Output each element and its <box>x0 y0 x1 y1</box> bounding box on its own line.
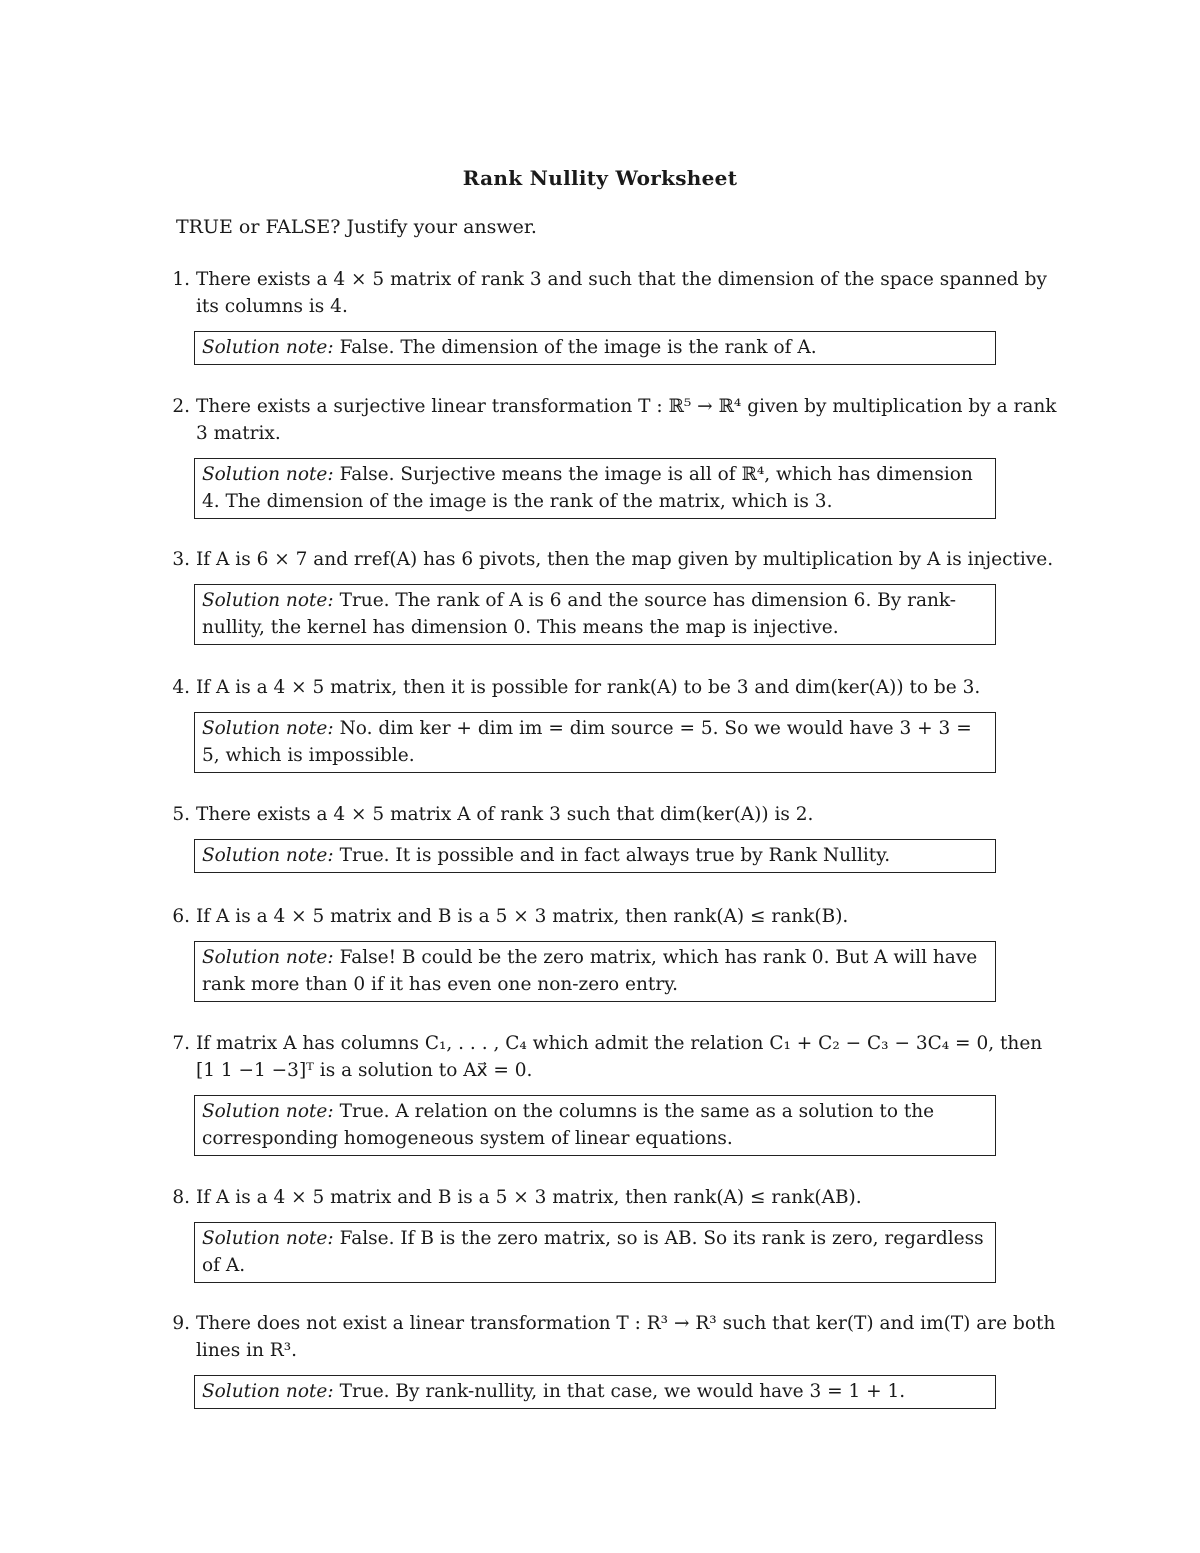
item-number: 4. <box>172 677 190 698</box>
list-item <box>160 1184 1065 1283</box>
solution-label: Solution note: <box>202 845 334 866</box>
question-text: There does not exist a linear transformation T : R³ → R³ such that ker(T) and im(T) are both lines in R³. <box>196 1313 1056 1361</box>
list-item <box>160 1310 1065 1409</box>
page-title: Rank Nullity Worksheet <box>462 166 738 190</box>
solution-text: True. The rank of A is 6 and the source has dimension 6. By rank-nullity, the kernel has dimension 0. This means the map is injective. <box>202 590 957 638</box>
question-text: If A is 6 × 7 and rref(A) has 6 pivots, then the map given by multiplication by A is injective. <box>196 549 1054 570</box>
question-text: If A is a 4 × 5 matrix, then it is possible for rank(A) to be 3 and dim(ker(A)) to be 3. <box>196 677 981 698</box>
item-number: 6. <box>172 906 190 927</box>
question-text: There exists a 4 × 5 matrix A of rank 3 such that dim(ker(A)) is 2. <box>196 804 814 825</box>
solution-label: Solution note: <box>202 1228 334 1249</box>
question <box>160 1310 1065 1364</box>
solution-text: True. A relation on the columns is the same as a solution to the corresponding homogeneous system of linear equations. <box>202 1101 935 1149</box>
solution-text: False! B could be the zero matrix, which has rank 0. But A will have rank more than 0 if it has even one non-zero entry. <box>202 947 978 995</box>
list-item <box>160 903 1065 1002</box>
item-number: 2. <box>172 396 190 417</box>
list-item <box>160 801 1065 873</box>
question <box>160 266 1065 320</box>
solution-box <box>194 839 996 873</box>
solution-text: No. dim ker + dim im = dim source = 5. So we would have 3 + 3 = 5, which is impossible. <box>202 718 972 766</box>
item-number: 8. <box>172 1187 190 1208</box>
solution-box <box>194 584 996 645</box>
solution-box <box>194 712 996 773</box>
question <box>160 1184 1065 1211</box>
instructions: TRUE or FALSE? Justify your answer. <box>176 216 537 238</box>
solution-text: False. Surjective means the image is all of ℝ⁴, which has dimension 4. The dimension of the image is the rank of the matrix, which is 3. <box>202 464 973 512</box>
item-number: 5. <box>172 804 190 825</box>
question <box>160 393 1065 447</box>
question <box>160 674 1065 701</box>
list-item <box>160 546 1065 645</box>
solution-box <box>194 1222 996 1283</box>
question-text: There exists a surjective linear transformation T : ℝ⁵ → ℝ⁴ given by multiplication by a rank 3 matrix. <box>196 396 1057 444</box>
question-text: If A is a 4 × 5 matrix and B is a 5 × 3 matrix, then rank(A) ≤ rank(B). <box>196 906 849 927</box>
solution-box <box>194 941 996 1002</box>
solution-label: Solution note: <box>202 464 334 485</box>
solution-label: Solution note: <box>202 1381 334 1402</box>
solution-text: True. By rank-nullity, in that case, we would have 3 = 1 + 1. <box>339 1381 906 1402</box>
list-item <box>160 266 1065 365</box>
item-number: 1. <box>172 269 190 290</box>
solution-text: True. It is possible and in fact always true by Rank Nullity. <box>339 845 891 866</box>
solution-text: False. If B is the zero matrix, so is AB. So its rank is zero, regardless of A. <box>202 1228 984 1276</box>
solution-label: Solution note: <box>202 718 334 739</box>
question <box>160 801 1065 828</box>
item-number: 9. <box>172 1313 190 1334</box>
solution-box <box>194 458 996 519</box>
solution-label: Solution note: <box>202 590 334 611</box>
list-item <box>160 393 1065 519</box>
solution-text: False. The dimension of the image is the rank of A. <box>339 337 817 358</box>
solution-box <box>194 331 996 365</box>
question-text: There exists a 4 × 5 matrix of rank 3 and such that the dimension of the space spanned by its columns is 4. <box>196 269 1047 317</box>
list-item <box>160 1030 1065 1156</box>
question <box>160 1030 1065 1084</box>
question-text: If A is a 4 × 5 matrix and B is a 5 × 3 matrix, then rank(A) ≤ rank(AB). <box>196 1187 862 1208</box>
item-number: 7. <box>172 1033 190 1054</box>
solution-box <box>194 1095 996 1156</box>
solution-label: Solution note: <box>202 947 334 968</box>
item-number: 3. <box>172 549 190 570</box>
list-item <box>160 674 1065 773</box>
solution-box <box>194 1375 996 1409</box>
solution-label: Solution note: <box>202 337 334 358</box>
question-text: If matrix A has columns C₁, . . . , C₄ which admit the relation C₁ + C₂ − C₃ − 3C₄ = 0, then [1 1 −1 −3]ᵀ is a solution to Ax⃗ = 0. <box>196 1033 1043 1081</box>
solution-label: Solution note: <box>202 1101 334 1122</box>
question <box>160 546 1065 573</box>
question <box>160 903 1065 930</box>
